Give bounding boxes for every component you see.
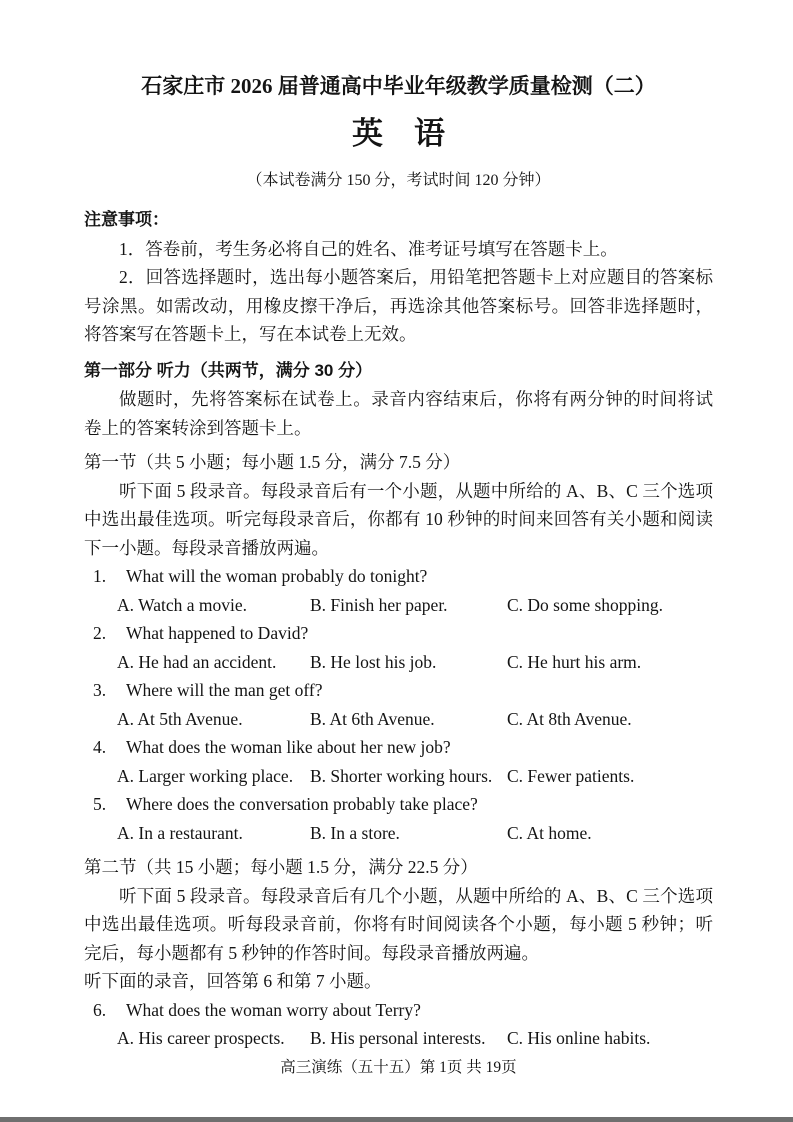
question-2-option-c: C. He hurt his arm. bbox=[507, 651, 642, 672]
page-content bbox=[84, 0, 713, 1079]
section2-heading: 第二节（共 15 小题；每小题 1.5 分，满分 22.5 分） bbox=[84, 857, 478, 877]
question-5-line bbox=[84, 790, 713, 819]
page-bottom-edge-bar bbox=[0, 1117, 793, 1122]
section1-intro: 听下面 5 段录音。每段录音后有一个小题，从题中所给的 A、B、C 三个选项中选出最佳选项。听完每段录音后，你都有 10 秒钟的时间来回答有关小题和阅读下一小题。每段录音播放两遍。 bbox=[84, 480, 713, 558]
question-3-option-c: C. At 8th Avenue. bbox=[507, 708, 632, 729]
question-1-number: 1. bbox=[93, 566, 107, 586]
question-5-options bbox=[84, 819, 713, 848]
question-6-text: What does the woman worry about Terry? bbox=[126, 999, 421, 1020]
part1-heading: 第一部分 听力（共两节，满分 30 分） bbox=[84, 360, 373, 380]
question-1-option-c: C. Do some shopping. bbox=[507, 594, 664, 615]
question-4-option-c: C. Fewer patients. bbox=[507, 765, 635, 786]
question-2-number: 2. bbox=[93, 623, 107, 643]
question-5-number: 5. bbox=[93, 794, 107, 814]
question-4-options bbox=[84, 762, 713, 791]
question-2-options bbox=[84, 648, 713, 677]
question-6-option-c: C. His online habits. bbox=[507, 1028, 651, 1048]
question-3-number: 3. bbox=[93, 680, 107, 700]
section2-listening-prompt: 听下面的录音，回答第 6 和第 7 小题。 bbox=[84, 971, 382, 991]
question-5-text: Where does the conversation probably take place? bbox=[126, 794, 478, 814]
notice-heading: 注意事项： bbox=[84, 210, 169, 229]
part1-intro: 做题时，先将答案标在试卷上。录音内容结束后，你将有两分钟的时间将试卷上的答案转涂到答题卡上。 bbox=[84, 389, 713, 438]
question-4-line bbox=[84, 733, 713, 762]
notice-item-1: 1．答卷前，考生务必将自己的姓名、准考证号填写在答题卡上。 bbox=[119, 238, 618, 259]
section1-heading: 第一节（共 5 小题；每小题 1.5 分，满分 7.5 分） bbox=[84, 452, 461, 472]
question-3-line bbox=[84, 676, 713, 705]
question-3-option-b: B. At 6th Avenue. bbox=[310, 708, 435, 729]
question-1-option-a: A. Watch a movie. bbox=[117, 594, 247, 615]
question-4-option-b: B. Shorter working hours. bbox=[310, 765, 493, 786]
question-3-options bbox=[84, 705, 713, 734]
question-4-option-a: A. Larger working place. bbox=[117, 765, 294, 786]
question-1-option-b: B. Finish her paper. bbox=[310, 594, 448, 615]
question-2-line bbox=[84, 619, 713, 648]
question-6-number: 6. bbox=[93, 999, 107, 1020]
question-1-options bbox=[84, 591, 713, 620]
page-footer: 高三演练（五十五）第 1页 共 19页 bbox=[280, 1058, 517, 1076]
question-6-option-a: A. His career prospects. bbox=[117, 1028, 285, 1048]
question-5-option-b: B. In a store. bbox=[310, 822, 400, 843]
question-2-option-a: A. He had an accident. bbox=[117, 651, 277, 672]
question-5-option-a: A. In a restaurant. bbox=[117, 822, 243, 843]
question-1-text: What will the woman probably do tonight? bbox=[126, 566, 428, 586]
question-5-option-c: C. At home. bbox=[507, 822, 592, 843]
question-2-text: What happened to David? bbox=[126, 623, 309, 643]
exam-info: （本试卷满分 150 分，考试时间 120 分钟） bbox=[246, 172, 551, 189]
question-4-text: What does the woman like about her new job? bbox=[126, 737, 451, 757]
section2-intro: 听下面 5 段录音。每段录音后有几个小题，从题中所给的 A、B、C 三个选项中选出最佳选项。听每段录音前，你将有时间阅读各个小题，每小题 5 秒钟；听完后，每小题都有 5 秒钟的作答时间。每段录音播放两遍。 bbox=[84, 885, 713, 963]
question-1-line bbox=[84, 562, 713, 591]
question-6-options bbox=[84, 1024, 713, 1053]
question-4-number: 4. bbox=[93, 737, 107, 757]
question-2-option-b: B. He lost his job. bbox=[310, 651, 437, 672]
question-6-option-b: B. His personal interests. bbox=[310, 1028, 486, 1048]
subject-title: 英 语 bbox=[352, 116, 445, 151]
question-3-option-a: A. At 5th Avenue. bbox=[117, 708, 243, 729]
notice-item-2: 2．回答选择题时，选出每小题答案后，用铅笔把答题卡上对应题目的答案标号涂黑。如需改动，用橡皮擦干净后，再选涂其他答案标号。回答非选择题时，将答案写在答题卡上，写在本试卷上无效。 bbox=[84, 267, 713, 344]
question-3-text: Where will the man get off? bbox=[126, 680, 323, 700]
question-6-line bbox=[84, 996, 713, 1025]
page-title: 石家庄市 2026 届普通高中毕业年级教学质量检测（二） bbox=[141, 74, 656, 98]
